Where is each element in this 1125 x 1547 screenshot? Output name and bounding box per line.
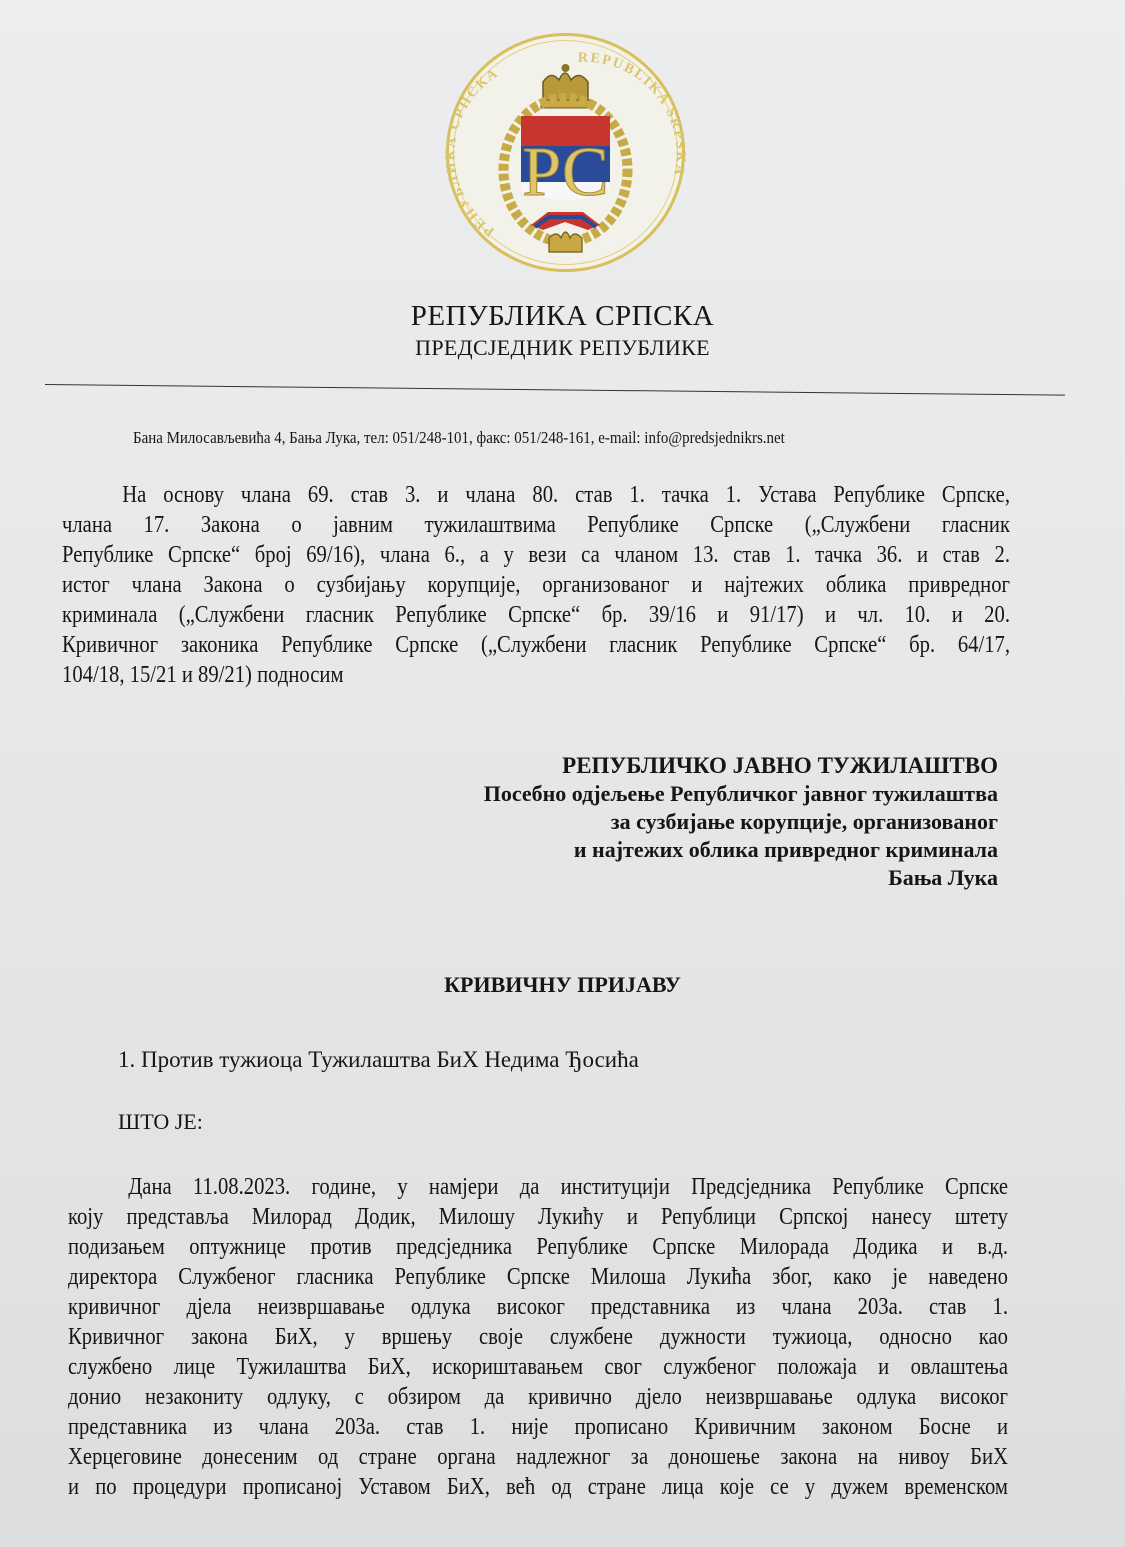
body-line: Херцеговине донесеним од стране органа надлежног за доношење закона на нивоу БиХ <box>68 1444 1008 1470</box>
body-line: коју представља Милорад Додик, Милошу Лукићу и Републици Српској нанесу штету <box>68 1204 1008 1230</box>
intro-line: Кривичног законика Републике Српске („Службени гласник Републике Српске“ бр. 64/17, <box>62 632 1010 658</box>
body-paragraph <box>68 1172 1008 1502</box>
republika-srpska-president-emblem-icon <box>443 30 688 275</box>
recipient-line: и најтежих облика привредног криминала <box>573 837 998 862</box>
recipient-line: Посебно одјељење Републичког јавног тужилаштва <box>483 781 998 806</box>
body-line: и по процедури прописаној Уставом БиХ, већ од стране лица које се у дужем временском <box>68 1474 1008 1500</box>
emblem-monogram: РС <box>522 134 609 211</box>
recipient-line: Бања Лука <box>888 865 998 890</box>
body-line: представника из члана 203а. став 1. није прописано Кривичним законом Босне и <box>68 1414 1008 1440</box>
section-label: ШТО ЈЕ: <box>118 1109 203 1134</box>
document-heading: КРИВИЧНУ ПРИЈАВУ <box>444 972 681 997</box>
body-line: донио незакониту одлуку, с обзиром да кривично дјело неизвршавање одлука високог <box>68 1384 1008 1410</box>
intro-line: криминала („Службени гласник Републике Српске“ бр. 39/16 и 91/17) и чл. 10. и 20. <box>62 602 1010 628</box>
header-title: РЕПУБЛИКА СРПСКА <box>410 300 715 332</box>
contact-text: Бана Милосављевића 4, Бања Лука, тел: 051/248-101, факс: 051/248-161, e-mail: info@predsjednikrs.net <box>133 428 785 447</box>
header-subtitle: ПРЕДСЈЕДНИК РЕПУБЛИКЕ <box>415 335 710 360</box>
intro-line: На основу члана 69. став 3. и члана 80. став 1. тачка 1. Устава Републике Српске, <box>122 482 1010 508</box>
body-line: Кривичног закона БиХ, у вршењу своје службене дужности тужиоца, односно као <box>68 1324 1008 1350</box>
recipient-line: РЕПУБЛИЧКО ЈАВНО ТУЖИЛАШТВО <box>562 753 998 778</box>
body-line: Дана 11.08.2023. године, у намјери да институцији Предсједника Републике Српске <box>128 1174 1008 1200</box>
body-line: кривичног дјела неизвршавање одлука високог представника из члана 203а. став 1. <box>68 1294 1008 1320</box>
recipient-block <box>484 752 998 892</box>
contact-line[interactable] <box>133 428 874 448</box>
emblem-ring-text-right: REPUBLIKA SRPSKA <box>577 50 688 179</box>
intro-line: истог члана Закона о сузбијању корупције, организованог и најтежих облика привредног <box>62 572 1010 598</box>
header-divider <box>45 384 1065 396</box>
intro-line: Републике Српске“ број 69/16), члана 6., а у вези са чланом 13. став 1. тачка 36. и став 2. <box>62 542 1010 568</box>
emblem-ring-text-left: РЕПУБЛИКА СРПСКА <box>443 65 502 239</box>
intro-line: 104/18, 15/21 и 89/21) подносим <box>62 662 344 688</box>
intro-paragraph <box>62 480 1010 690</box>
body-line: службено лице Тужилаштва БиХ, искориштавањем свог службеног положаја и овлаштења <box>68 1354 1008 1380</box>
body-line: подизањем оптужнице против предсједника Републике Српске Милорада Додика и в.д. <box>68 1234 1008 1260</box>
crown-bottom-icon <box>549 232 582 252</box>
intro-line: члана 17. Закона о јавним тужилаштвима Републике Српске („Службени гласник <box>62 512 1010 538</box>
recipient-line: за сузбијање корупције, организованог <box>610 809 998 834</box>
accused-item: 1. Против тужиоца Тужилаштва БиХ Недима Ђосића <box>118 1047 639 1072</box>
body-line: директора Службеног гласника Републике Српске Милоша Лукића због, како је наведено <box>68 1264 1008 1290</box>
